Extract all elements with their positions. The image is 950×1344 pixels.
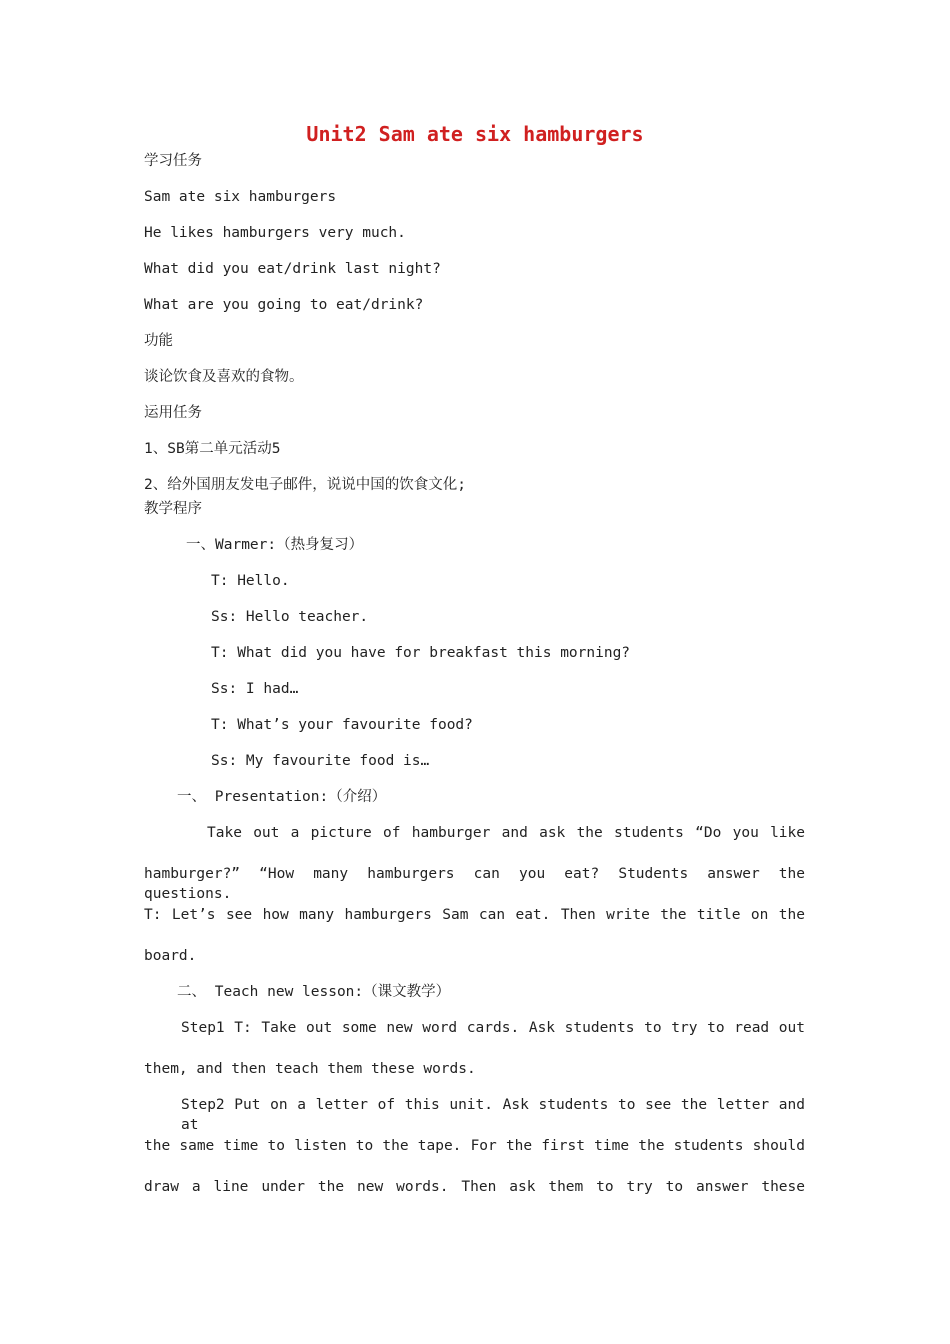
paragraph-line: hamburger?” “How many hamburgers can you eat? Students answer the questions. [144, 866, 805, 902]
step-heading-warmer: 一、Warmer:（热身复习） [186, 537, 364, 553]
dialogue-line: T: Hello. [211, 573, 290, 589]
text-line: He likes hamburgers very much. [144, 225, 406, 241]
text-line: 1、SB第二单元活动5 [144, 441, 281, 457]
paragraph-line: draw a line under the new words. Then ask them to try to answer these [144, 1179, 805, 1195]
text-line: 2、给外国朋友发电子邮件，说说中国的饮食文化; [144, 477, 466, 493]
section-heading-function: 功能 [144, 333, 173, 349]
paragraph-line: Take out a picture of hamburger and ask the students “Do you like [207, 825, 805, 841]
paragraph-line: board. [144, 948, 197, 964]
paragraph-line: the same time to listen to the tape. For the first time the students should [144, 1138, 805, 1154]
document-title: Unit2 Sam ate six hamburgers [306, 122, 644, 146]
dialogue-line: Ss: Hello teacher. [211, 609, 369, 625]
text-line: Sam ate six hamburgers [144, 189, 337, 205]
step-heading-presentation: 一、 Presentation:（介绍） [177, 789, 387, 805]
text-line: What did you eat/drink last night? [144, 261, 441, 277]
dialogue-line: T: What did you have for breakfast this morning? [211, 645, 631, 661]
section-heading-learning-tasks: 学习任务 [144, 153, 202, 169]
paragraph-line: them, and then teach them these words. [144, 1061, 476, 1077]
section-heading-application-tasks: 运用任务 [144, 405, 202, 421]
dialogue-line: Ss: My favourite food is… [211, 753, 430, 769]
text-line: What are you going to eat/drink? [144, 297, 424, 313]
dialogue-line: Ss: I had… [211, 681, 299, 697]
step-heading-teach-new-lesson: 二、 Teach new lesson:（课文教学） [177, 984, 451, 1000]
paragraph-line: Step1 T: Take out some new word cards. Ask students to try to read out [181, 1020, 805, 1036]
section-heading-teaching-procedure: 教学程序 [144, 501, 202, 517]
text-line: 谈论饮食及喜欢的食物。 [144, 369, 304, 385]
paragraph-line: T: Let’s see how many hamburgers Sam can eat. Then write the title on the [144, 907, 805, 923]
dialogue-line: T: What’s your favourite food? [211, 717, 473, 733]
paragraph-line: Step2 Put on a letter of this unit. Ask students to see the letter and at [181, 1097, 805, 1133]
